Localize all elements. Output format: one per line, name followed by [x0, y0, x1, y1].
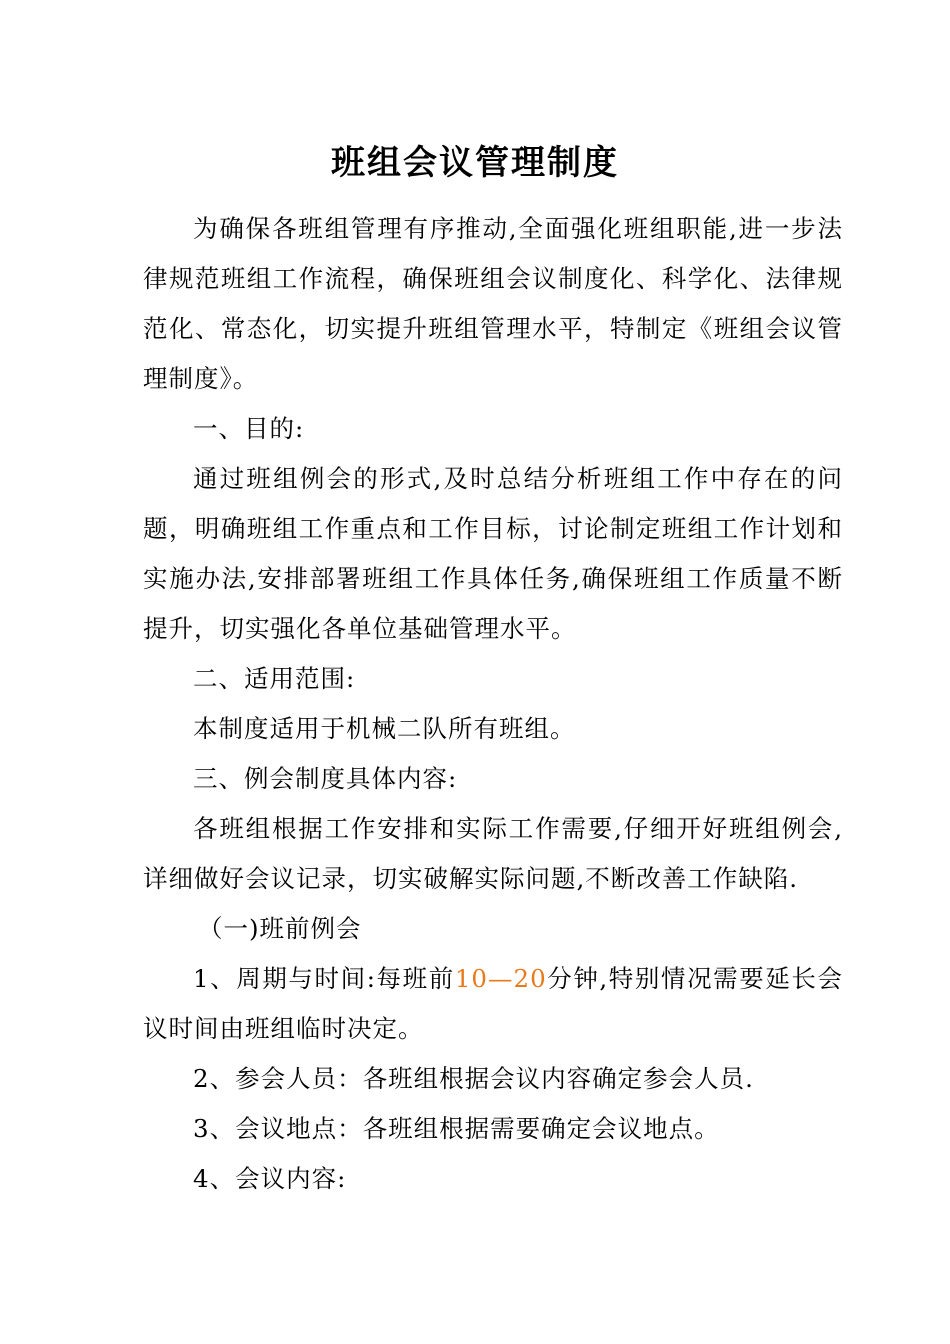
purpose-paragraph: 通过班组例会的形式,及时总结分析班组工作中存在的问题，明确班组工作重点和工作目标，讨论制定班组工作计划和实施办法,安排部署班组工作具体任务,确保班组工作质量不断提升，切实强化各单位基础管理水平。 — [143, 464, 843, 643]
document-body — [143, 204, 843, 1204]
subsection-heading-pre-shift: （一)班前例会 — [198, 914, 362, 943]
section-heading-purpose: 一、目的: — [193, 414, 305, 443]
item-period-time — [143, 954, 843, 1054]
scope-paragraph: 本制度适用于机械二队所有班组。 — [193, 714, 576, 743]
item-attendees: 2、参会人员：各班组根据会议内容确定参会人员. — [193, 1064, 754, 1093]
section-heading-scope: 二、适用范围: — [193, 664, 356, 693]
item-period-duration: 10—20 — [454, 964, 547, 993]
content-paragraph: 各班组根据工作安排和实际工作需要,仔细开好班组例会,详细做好会议记录，切实破解实际问题,不断改善工作缺陷. — [143, 814, 843, 893]
item-period-suffix: 分钟,特别情况需要延长会议时间由班组临时决定。 — [143, 964, 844, 1043]
item-period-prefix: 1、周期与时间:每班前 — [193, 964, 455, 993]
item-content: 4、会议内容: — [193, 1164, 347, 1193]
item-location: 3、会议地点：各班组根据需要确定会议地点。 — [193, 1114, 720, 1143]
section-heading-content: 三、例会制度具体内容: — [193, 764, 458, 793]
document-title: 班组会议管理制度 — [331, 143, 619, 183]
intro-paragraph: 为确保各班组管理有序推动,全面强化班组职能,进一步法律规范班组工作流程，确保班组会议制度化、科学化、法律规范化、常态化，切实提升班组管理水平，特制定《班组会议管理制度》。 — [143, 214, 843, 393]
